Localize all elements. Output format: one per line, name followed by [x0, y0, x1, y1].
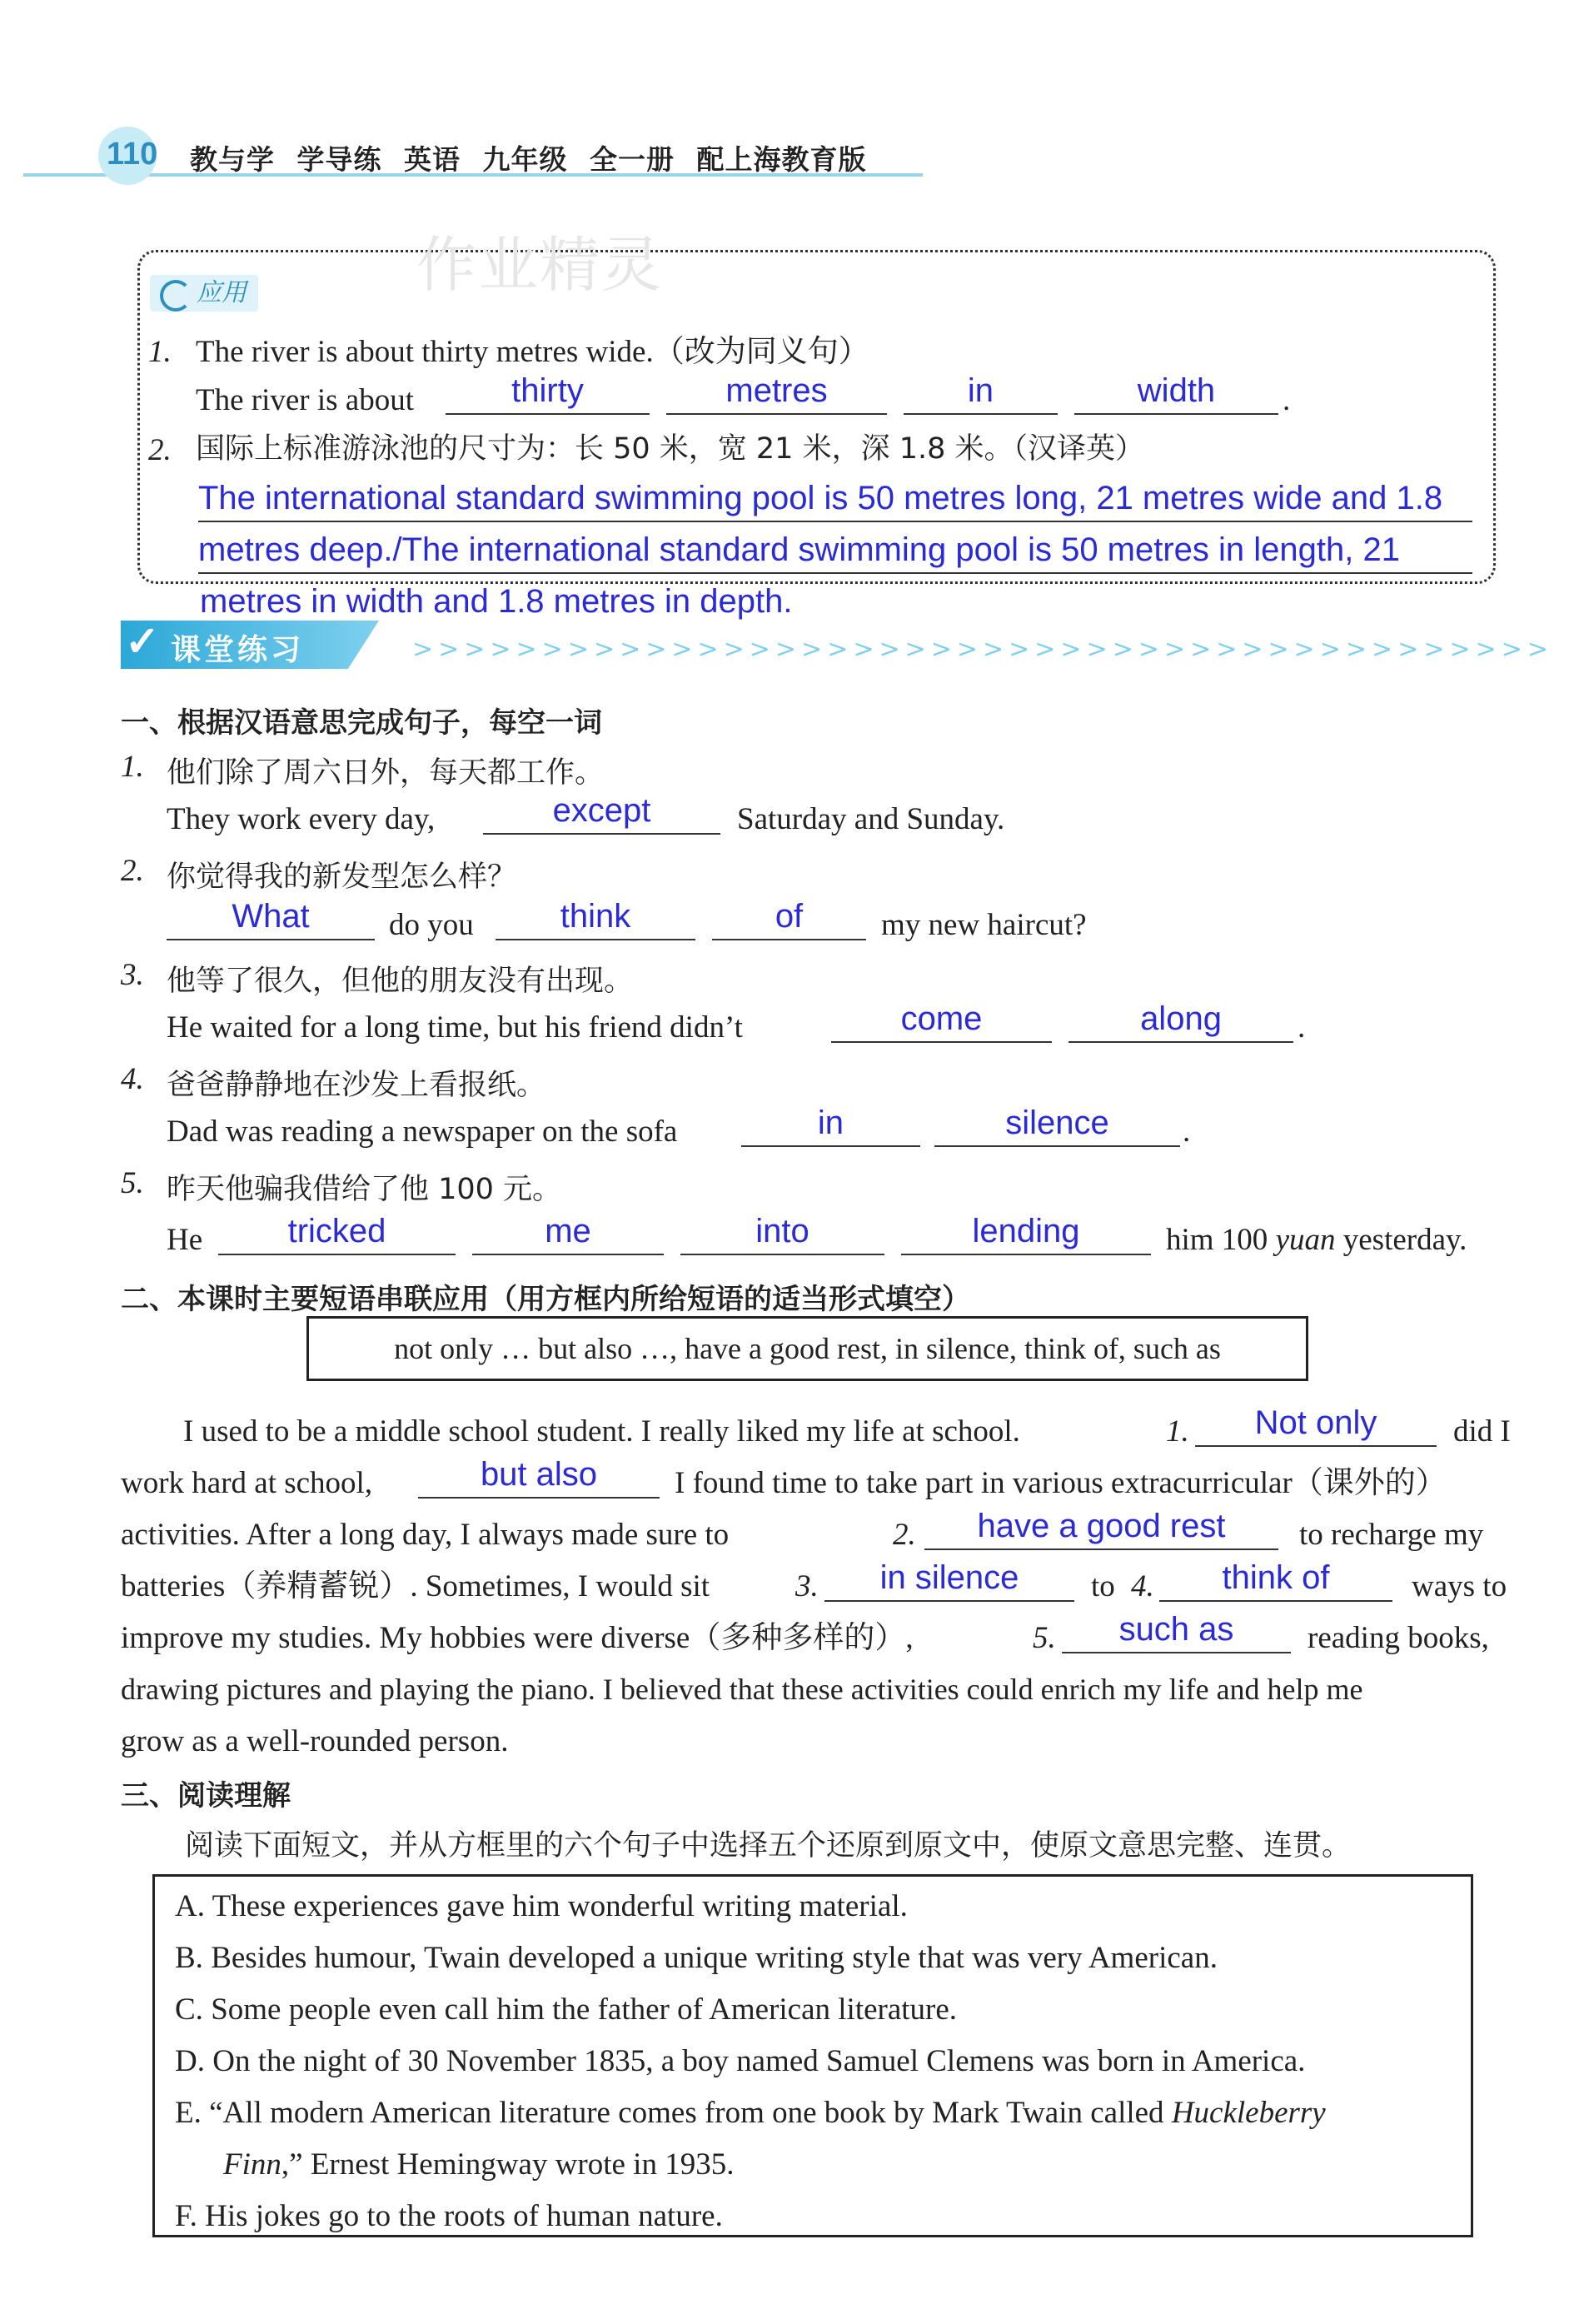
apply-q1-blank-1[interactable]	[446, 372, 650, 415]
passage-l7: grow as a well-rounded person.	[121, 1724, 509, 1758]
option-label: A.	[175, 1889, 205, 1923]
s1-q5-blank-1[interactable]	[218, 1213, 456, 1255]
s1-q2-blank-2[interactable]	[496, 898, 695, 940]
s1-q5-number: 5.	[121, 1166, 144, 1200]
passage-l1-pre: I used to be a middle school student. I really liked my life at school.	[183, 1414, 1020, 1449]
apply-q1-end: .	[1283, 383, 1291, 417]
answer-text: along	[1140, 1000, 1222, 1037]
apply-q1-number: 1.	[148, 335, 172, 369]
apply-q1-blank-2[interactable]	[666, 372, 887, 415]
s1-q5-blank-3[interactable]	[680, 1213, 884, 1255]
answer-text: tricked	[287, 1213, 386, 1249]
apply-q1-blank-3[interactable]	[904, 372, 1058, 415]
option-text: Besides humour, Twain developed a unique writing style that was very American.	[211, 1941, 1218, 1975]
s1-q1-number: 1.	[121, 750, 144, 784]
s1-q3-blank-1[interactable]	[831, 1000, 1052, 1043]
s1-q5-post-italic: yuan	[1275, 1223, 1336, 1257]
apply-q2-number: 2.	[148, 433, 172, 467]
s1-q1-pre: They work every day,	[167, 802, 436, 836]
answer-text: in	[817, 1105, 844, 1141]
s1-q3-chinese: 他等了很久，但他的朋友没有出现。	[167, 965, 634, 998]
s1-q1-chinese: 他们除了周六日外，每天都工作。	[167, 756, 605, 790]
s1-q2-chinese: 你觉得我的新发型怎么样？	[167, 860, 517, 894]
answer-text: me	[545, 1213, 591, 1249]
passage-blank-2[interactable]	[924, 1508, 1278, 1550]
s1-q2-number: 2.	[121, 854, 144, 888]
apply-q2-answer-line-1[interactable]	[198, 480, 1472, 522]
answer-text: come	[900, 1000, 983, 1037]
arrow-decoration: >>>>>>>>>>>>>>>>>>>>>>>>>>>>>>>>>>>>>>>>>>>>	[412, 635, 1554, 664]
s1-q2-mid: do you	[389, 908, 474, 942]
section2-title: 二、本课时主要短语串联应用（用方框内所给短语的适当形式填空）	[121, 1283, 970, 1316]
passage-blank-3[interactable]	[824, 1559, 1074, 1602]
answer-text: Not only	[1254, 1404, 1377, 1441]
option-e-cont	[223, 2149, 734, 2180]
s1-q4-blank-1[interactable]	[741, 1105, 920, 1147]
apply-q1-prompt: The river is about thirty metres wide.（改为同义句）	[196, 335, 869, 369]
passage-l3-post: to recharge my	[1299, 1518, 1484, 1552]
answer-text: What	[232, 898, 310, 935]
passage-blank-5[interactable]	[1062, 1611, 1291, 1653]
answer-text: except	[552, 792, 651, 829]
answer-text: but also	[480, 1456, 598, 1493]
s1-q3-number: 3.	[121, 958, 144, 992]
passage-l4-pre: batteries（养精蓄锐）. Sometimes, I would sit	[121, 1569, 710, 1603]
passage-l1-post: did I	[1453, 1414, 1511, 1449]
answer-text: in	[967, 372, 994, 409]
answer-text: into	[755, 1213, 809, 1249]
passage-l6: drawing pictures and playing the piano. I believed that these activities could enrich my life and help me	[121, 1673, 1363, 1706]
answer-text: of	[775, 898, 804, 935]
option-a	[175, 1891, 908, 1922]
option-c	[175, 1994, 957, 2025]
option-text: “All modern American literature comes from one book by Mark Twain called	[209, 2096, 1164, 2130]
option-text: Some people even call him the father of American literature.	[211, 1992, 958, 2027]
apply-q2-answer-line-2[interactable]	[198, 531, 1472, 574]
answer-text: such as	[1118, 1611, 1234, 1648]
page-number: 110	[107, 137, 158, 172]
option-label: E.	[175, 2096, 202, 2130]
apply-q1-lead: The river is about	[196, 383, 414, 417]
section3-instruction: 阅读下面短文，并从方框里的六个句子中选择五个还原到原文中，使原文意思完整、连贯。	[185, 1829, 1352, 1863]
s1-q1-blank-1[interactable]	[483, 792, 720, 835]
answer-text: think of	[1222, 1559, 1330, 1596]
passage-blank-1[interactable]	[1195, 1404, 1437, 1447]
s1-q4-number: 4.	[121, 1062, 144, 1096]
phrase-box	[306, 1316, 1308, 1381]
s1-q1-post: Saturday and Sunday.	[737, 802, 1005, 836]
s1-q4-pre: Dad was reading a newspaper on the sofa	[167, 1115, 678, 1149]
passage-blank-1b[interactable]	[418, 1456, 660, 1499]
s1-q5-chinese: 昨天他骗我借给了他 100 元。	[167, 1173, 562, 1206]
phrase-box-text: not only … but also …, have a good rest, in silence, think of, such as	[394, 1332, 1221, 1365]
answer-text: thirty	[511, 372, 584, 409]
s1-q2-blank-1[interactable]	[167, 898, 375, 940]
option-f	[175, 2201, 723, 2232]
watermark: 作业精灵	[416, 230, 664, 300]
option-label: B.	[175, 1941, 203, 1975]
practice-title: 课堂练习	[171, 633, 305, 667]
passage-n2: 2.	[893, 1518, 916, 1552]
option-text: These experiences gave him wonderful writing material.	[212, 1889, 908, 1923]
s1-q5-pre: He	[167, 1223, 203, 1257]
passage-blank-4[interactable]	[1159, 1559, 1392, 1602]
s1-q4-post: .	[1183, 1115, 1191, 1149]
passage-l5-post: reading books,	[1308, 1621, 1489, 1655]
answer-text: silence	[1005, 1105, 1109, 1141]
passage-n4: 4.	[1131, 1569, 1154, 1603]
passage-l4-post: ways to	[1412, 1569, 1507, 1603]
passage-l3-pre: activities. After a long day, I always made sure to	[121, 1518, 730, 1552]
apply-q1-blank-4[interactable]	[1074, 372, 1278, 415]
section1-title: 一、根据汉语意思完成句子，每空一词	[121, 706, 602, 740]
option-text: ,” Ernest Hemingway wrote in 1935.	[281, 2147, 735, 2182]
option-label: F.	[175, 2199, 197, 2233]
passage-l2-pre: work hard at school,	[121, 1466, 373, 1500]
option-text-italic: Finn	[223, 2147, 281, 2182]
s1-q3-pre: He waited for a long time, but his friend didn’t	[167, 1010, 743, 1045]
passage-l5-pre: improve my studies. My hobbies were diverse（多种多样的）,	[121, 1621, 914, 1655]
answer-text: lending	[972, 1213, 1080, 1249]
apply-tag	[150, 275, 258, 312]
answer-text: in silence	[879, 1559, 1019, 1596]
passage-n3: 3.	[795, 1569, 819, 1603]
s1-q2-blank-3[interactable]	[712, 898, 866, 940]
apply-tag-label: 应用	[197, 278, 247, 307]
s1-q4-chinese: 爸爸静静地在沙发上看报纸。	[167, 1069, 546, 1102]
option-text: His jokes go to the roots of human nature.	[205, 2199, 723, 2233]
s1-q5-post2: yesterday.	[1342, 1223, 1467, 1257]
answer-text: metres	[725, 372, 828, 409]
s1-q5-blank-4[interactable]	[901, 1213, 1151, 1255]
answer-text: width	[1137, 372, 1216, 409]
section3-title: 三、阅读理解	[121, 1779, 291, 1813]
s1-q3-blank-2[interactable]	[1068, 1000, 1293, 1043]
s1-q4-blank-2[interactable]	[934, 1105, 1180, 1147]
s1-q5-blank-2[interactable]	[472, 1213, 664, 1255]
apply-q2-prompt: 国际上标准游泳池的尺寸为：长 50 米，宽 21 米，深 1.8 米。（汉译英）	[196, 432, 1144, 466]
answer-text: The international standard swimming pool is 50 metres long, 21 metres wide and 1.8	[198, 480, 1443, 516]
option-label: C.	[175, 1992, 203, 2027]
option-b	[175, 1942, 1218, 1973]
answer-text: think	[560, 898, 631, 935]
option-text-italic: Huckleberry	[1171, 2096, 1326, 2130]
s1-q2-post: my new haircut?	[881, 908, 1087, 942]
answer-text: have a good rest	[977, 1508, 1226, 1544]
passage-n5: 5.	[1033, 1621, 1056, 1655]
s1-q3-post: .	[1298, 1010, 1306, 1045]
s1-q5-post-text: him 100	[1166, 1223, 1268, 1257]
answer-text: metres deep./The international standard swimming pool is 50 metres in length, 21	[198, 531, 1400, 568]
check-icon: ✓	[125, 616, 160, 666]
moon-icon	[160, 280, 192, 312]
option-text: On the night of 30 November 1835, a boy named Samuel Clemens was born in America.	[212, 2044, 1306, 2078]
option-e	[175, 2097, 1326, 2128]
apply-q2-answer-line-3: metres in width and 1.8 metres in depth.	[200, 583, 793, 620]
s1-q5-post	[1166, 1224, 1467, 1255]
book-title: 教与学 学导练 英语 九年级 全一册 配上海教育版	[190, 143, 867, 176]
passage-n1: 1.	[1166, 1414, 1189, 1449]
passage-l2-post: I found time to take part in various extracurricular（课外的）	[675, 1466, 1447, 1500]
option-d	[175, 2046, 1305, 2077]
passage-l4-mid: to	[1091, 1569, 1115, 1603]
option-label: D.	[175, 2044, 205, 2078]
